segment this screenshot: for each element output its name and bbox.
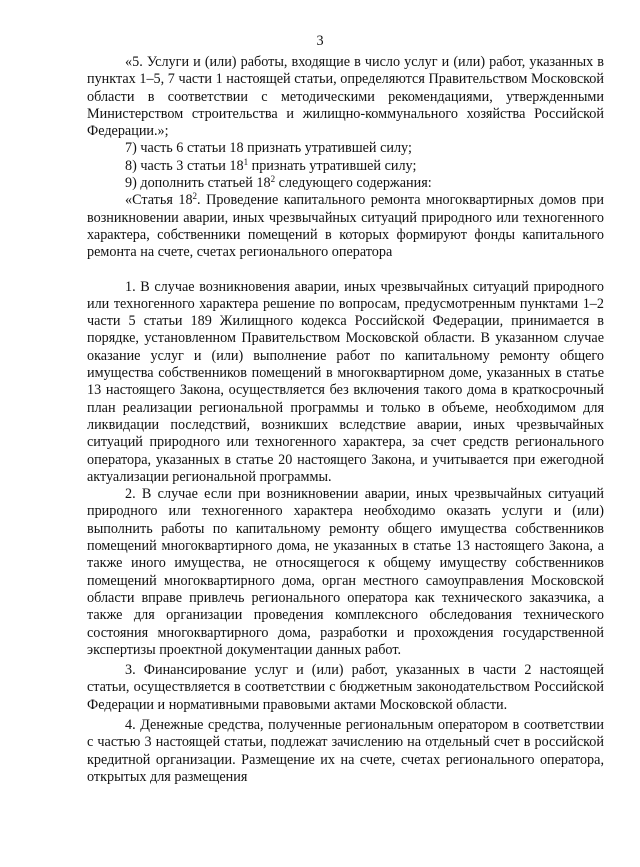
amendment-clause-5: «5. Услуги и (или) работы, входящие в число услуг и (или) работ, указанных в пунктах 1–5, 7 части 1 настоящей статьи, определяются Правительством Московской области в соответствии с методическими рекомендациями, утвержденными Министерством строительства и жилищно-коммунального хозяйства Российской Федерации.»; (87, 54, 604, 140)
amendment-item-8: 8) часть 3 статьи $18^1$ признать утратившей силу; (125, 156, 417, 174)
superscript: 2 (192, 191, 198, 202)
article-paragraph-3: 3. Финансирование услуг и (или) работ, указанных в части 2 настоящей статьи, осуществляется в соответствии с бюджетным законодательством Российской Федерации и нормативными правовыми актами Московской области. (87, 662, 604, 713)
article-heading: «Статья $18^2$. Проведение капитального ремонта многоквартирных домов при возникновении аварии, иных чрезвычайных ситуаций природного или техногенного характера, собственники помещений в которых формируют фонды капитального ремонта на счете, счетах регионального оператора (87, 191, 604, 261)
article-paragraph-2: 2. В случае если при возникновении аварии, иных чрезвычайных ситуаций природного или техногенного характера необходимо оказать услуги и (или) выполнить работы по капитальному ремонту общего имущества собственников помещений многоквартирного дома, не указанных в статье 13 настоящего Закона, а также иного имущества, не относящегося к общему имуществу собственников помещений многоквартирного дома, орган местного самоуправления Московской области вправе привлечь регионального оператора как технического заказчика, а также для организации проведения комплексного обследования технического состояния многоквартирного дома, разработки и прохождения государственной экспертизы проектной документации данных работ. (87, 486, 604, 658)
page-number: 3 (316, 33, 324, 49)
document-body (87, 54, 604, 786)
amendment-item-7: 7) часть 6 статьи 18 признать утратившей силу; (125, 140, 412, 157)
amendment-item-9: 9) дополнить статьей $18^2$ следующего содержания: (125, 174, 432, 192)
article-paragraph-1: 1. В случае возникновения аварии, иных чрезвычайных ситуаций природного или техногенного характера решение по вопросам, предусмотренным пунктами 1–2 части 5 статьи 189 Жилищного кодекса Российской Федерации, принимается в порядке, установленном Правительством Московской области. В указанном случае оказание услуг и (или) выполнение работ по капитальному ремонту общего имущества собственников помещений в многоквартирном доме, указанных в статье 13 настоящего Закона, осуществляется без включения такого дома в краткосрочный план реализации региональной программы и только в объеме, необходимом для ликвидации последствий, возникших вследствие аварии, иных чрезвычайных ситуаций природного или техногенного характера, за счет средств регионального оператора, указанных в статье 20 настоящего Закона, и учитывается при ежегодной актуализации региональной программы. (87, 278, 604, 485)
superscript: 2 (270, 174, 276, 185)
article-paragraph-4: 4. Денежные средства, полученные региональным оператором в соответствии с частью 3 настоящей статьи, подлежат зачислению на отдельный счет в российской кредитной организации. Размещение их на счете, счетах регионального оператора, открытых для размещения (87, 716, 604, 785)
superscript: 1 (243, 156, 249, 167)
